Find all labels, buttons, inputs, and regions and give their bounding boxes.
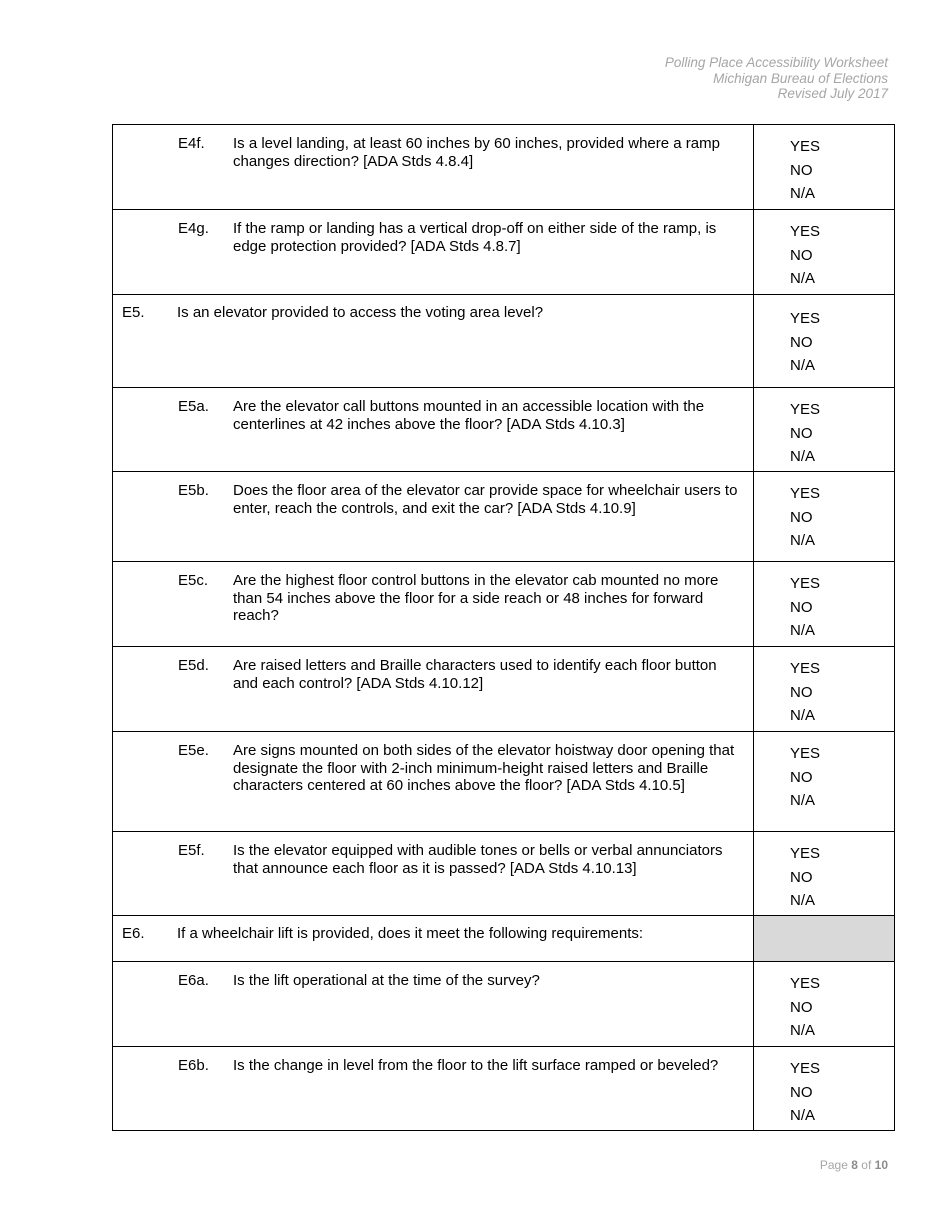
- option-yes[interactable]: YES: [790, 401, 821, 418]
- answer-cell[interactable]: [754, 125, 895, 210]
- option-yes[interactable]: YES: [790, 485, 821, 502]
- question-cell: [113, 295, 754, 388]
- question-code: E5c.: [178, 572, 209, 589]
- question-cell: [113, 832, 754, 916]
- table-row: [113, 647, 895, 732]
- option-yes[interactable]: YES: [790, 745, 821, 762]
- total-pages: 10: [874, 1158, 888, 1172]
- option-na[interactable]: N/A: [790, 448, 816, 465]
- option-na[interactable]: N/A: [790, 622, 816, 639]
- question-cell: [113, 125, 754, 210]
- table-row: [113, 388, 895, 472]
- question-text: Is a level landing, at least 60 inches by 60 inches, provided where a ramp changes direction? [ADA Stds 4.8.4]: [233, 135, 720, 170]
- question-text: Does the floor area of the elevator car provide space for wheelchair users to enter, reach the controls, and exit the car? [ADA Stds 4.10.9]: [233, 482, 738, 517]
- question-text: Is an elevator provided to access the voting area level?: [177, 304, 544, 321]
- option-na[interactable]: N/A: [790, 532, 816, 549]
- option-no[interactable]: NO: [790, 424, 813, 442]
- option-na[interactable]: N/A: [790, 270, 816, 287]
- option-no[interactable]: NO: [790, 768, 813, 786]
- option-na[interactable]: N/A: [790, 1022, 816, 1039]
- option-no[interactable]: NO: [790, 1083, 813, 1101]
- option-no[interactable]: NO: [790, 161, 813, 179]
- option-na[interactable]: N/A: [790, 357, 816, 374]
- option-yes[interactable]: YES: [790, 975, 821, 992]
- question-code: E4g.: [178, 220, 209, 237]
- table-row: [113, 1047, 895, 1131]
- table-row: [113, 295, 895, 388]
- option-no[interactable]: NO: [790, 998, 813, 1016]
- header-revision: Revised July 2017: [777, 86, 888, 101]
- question-cell: [113, 962, 754, 1047]
- answer-cell[interactable]: [754, 962, 895, 1047]
- option-no[interactable]: NO: [790, 868, 813, 886]
- worksheet-table: [112, 124, 895, 1131]
- question-cell: [113, 732, 754, 832]
- question-cell: [113, 562, 754, 647]
- answer-cell[interactable]: [754, 388, 895, 472]
- option-yes[interactable]: YES: [790, 660, 821, 677]
- option-yes[interactable]: YES: [790, 1060, 821, 1077]
- question-code: E6.: [122, 925, 145, 942]
- table-row: [113, 210, 895, 295]
- option-no[interactable]: NO: [790, 508, 813, 526]
- question-text: Is the lift operational at the time of the survey?: [233, 972, 540, 989]
- option-na[interactable]: N/A: [790, 185, 816, 202]
- question-cell: [113, 916, 754, 962]
- question-code: E4f.: [178, 135, 205, 152]
- option-yes[interactable]: YES: [790, 223, 821, 240]
- table-row: [113, 732, 895, 832]
- table-row: [113, 962, 895, 1047]
- option-no[interactable]: NO: [790, 683, 813, 701]
- answer-cell[interactable]: [754, 647, 895, 732]
- question-text: Is the change in level from the floor to the lift surface ramped or beveled?: [233, 1057, 719, 1074]
- question-text: Are signs mounted on both sides of the elevator hoistway door opening that designate the floor with 2-inch minimum-height raised letters and Braille characters centered at 60 inches above the floor? [ADA Stds 4.10.5]: [233, 742, 735, 794]
- current-page: 8: [851, 1158, 858, 1172]
- question-text: Are the elevator call buttons mounted in an accessible location with the centerlines at 42 inches above the floor? [ADA Stds 4.10.3]: [233, 398, 705, 433]
- question-code: E5.: [122, 304, 145, 321]
- shaded-answer-cell: [754, 916, 895, 962]
- table-row: [113, 472, 895, 562]
- question-cell: [113, 1047, 754, 1131]
- page-number: [820, 1158, 888, 1172]
- question-cell: [113, 388, 754, 472]
- option-no[interactable]: NO: [790, 333, 813, 351]
- table-row: [113, 562, 895, 647]
- question-code: E5e.: [178, 742, 209, 759]
- question-text: Is the elevator equipped with audible tones or bells or verbal annunciators that announce each floor as it is passed? [ADA Stds 4.10.13]: [233, 842, 723, 877]
- option-na[interactable]: N/A: [790, 707, 816, 724]
- answer-cell[interactable]: [754, 295, 895, 388]
- option-no[interactable]: NO: [790, 598, 813, 616]
- option-yes[interactable]: YES: [790, 310, 821, 327]
- answer-cell[interactable]: [754, 1047, 895, 1131]
- of-label: of: [861, 1158, 872, 1172]
- question-text: If the ramp or landing has a vertical drop-off on either side of the ramp, is edge protection provided? [ADA Stds 4.8.7]: [233, 220, 717, 255]
- table-row: [113, 832, 895, 916]
- answer-cell[interactable]: [754, 210, 895, 295]
- question-text: If a wheelchair lift is provided, does it meet the following requirements:: [177, 925, 644, 942]
- question-code: E6a.: [178, 972, 209, 989]
- answer-cell[interactable]: [754, 832, 895, 916]
- question-cell: [113, 210, 754, 295]
- document-header: [665, 55, 888, 102]
- answer-cell[interactable]: [754, 472, 895, 562]
- question-code: E5b.: [178, 482, 209, 499]
- header-title: Polling Place Accessibility Worksheet: [664, 55, 888, 70]
- answer-cell[interactable]: [754, 562, 895, 647]
- option-na[interactable]: N/A: [790, 792, 816, 809]
- page-label: Page: [819, 1158, 848, 1172]
- question-text: Are the highest floor control buttons in the elevator cab mounted no more than 54 inches above the floor for a side reach or 48 inches for forward reach?: [233, 572, 719, 624]
- question-code: E5a.: [178, 398, 209, 415]
- header-agency: Michigan Bureau of Elections: [713, 70, 888, 86]
- question-code: E5f.: [178, 842, 205, 859]
- option-yes[interactable]: YES: [790, 845, 821, 862]
- question-code: E5d.: [178, 657, 209, 674]
- table-row: [113, 125, 895, 210]
- option-na[interactable]: N/A: [790, 1107, 816, 1124]
- answer-cell[interactable]: [754, 732, 895, 832]
- question-text: Are raised letters and Braille characters used to identify each floor button and each control? [ADA Stds 4.10.12]: [233, 657, 717, 692]
- question-cell: [113, 647, 754, 732]
- table-row: [113, 916, 895, 962]
- option-na[interactable]: N/A: [790, 892, 816, 909]
- question-code: E6b.: [178, 1057, 209, 1074]
- option-yes[interactable]: YES: [790, 575, 821, 592]
- question-cell: [113, 472, 754, 562]
- option-yes[interactable]: YES: [790, 138, 821, 155]
- option-no[interactable]: NO: [790, 246, 813, 264]
